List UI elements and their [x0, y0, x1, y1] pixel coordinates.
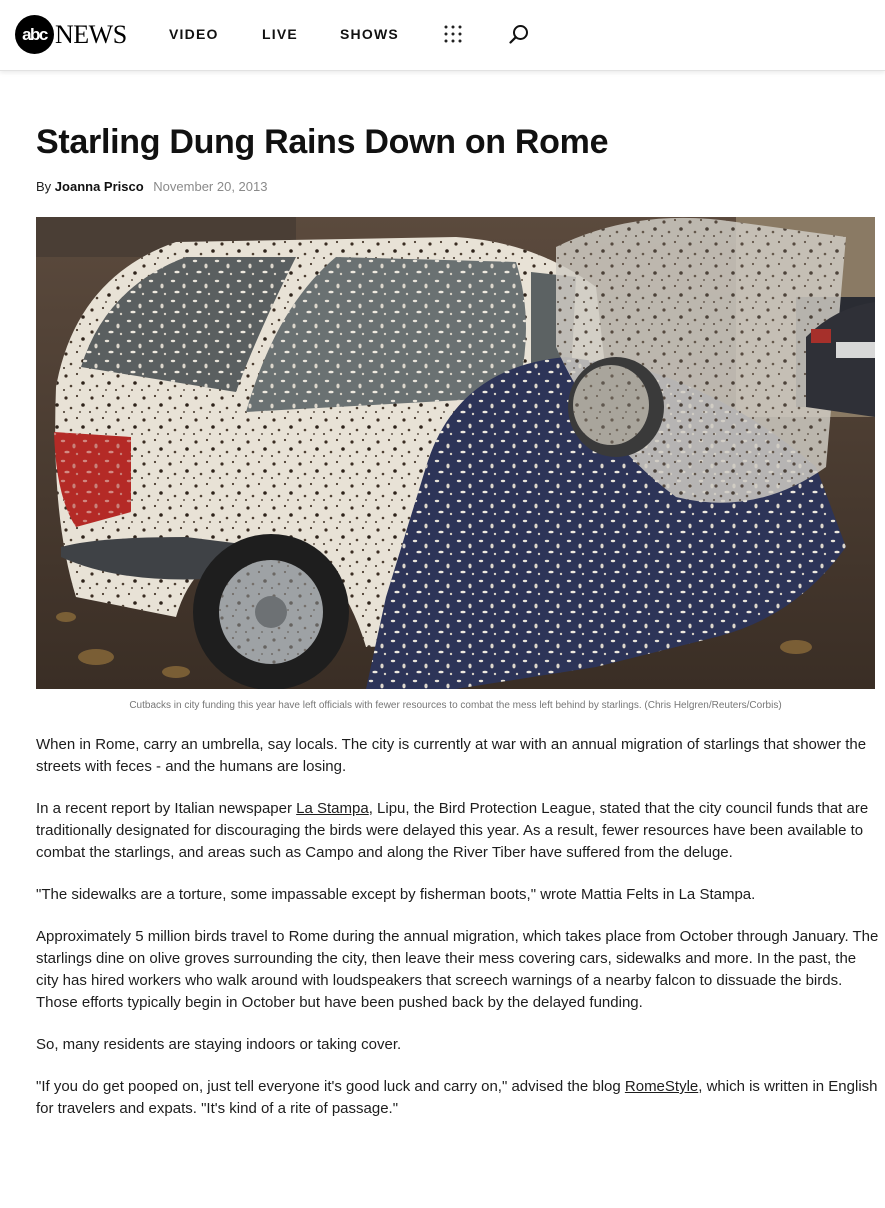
publish-date: November 20, 2013: [153, 179, 268, 194]
paragraph-1: When in Rome, carry an umbrella, say locals. The city is currently at war with an annual migration of starlings that shower the streets with feces - and the humans are losing.: [36, 736, 867, 775]
paragraph-6-lead: "If you do get pooped on, just tell everyone it's good luck and carry on," advised the blog: [36, 1078, 625, 1095]
nav-live[interactable]: LIVE: [262, 26, 298, 42]
paragraph-5: So, many residents are staying indoors or taking cover.: [36, 1036, 402, 1053]
paragraph-2-rest: , Lipu, the Bird Protection League, stated that the city council funds that are traditionally designated for discouraging the birds were delayed this year. As a result, fewer resources have been available to combat the starlings, and areas such as Campo and along the River Tiber have suffered from the deluge.: [36, 800, 869, 861]
paragraph-2: [36, 798, 879, 864]
hero-illustration: [36, 217, 875, 689]
la-stampa-link[interactable]: La Stampa: [296, 800, 369, 817]
search-icon[interactable]: [509, 24, 529, 44]
byline: [36, 179, 267, 194]
romestyle-link[interactable]: RomeStyle: [624, 1078, 699, 1095]
logo-mark: abc: [15, 15, 54, 54]
image-caption: Cutbacks in city funding this year have left officials with fewer resources to combat the mess left behind by starlings. (Chris Helgren/Reuters/Corbis): [129, 700, 782, 711]
logo-text: NEWS: [55, 19, 127, 49]
hero-image: [36, 217, 875, 689]
nav-video[interactable]: VIDEO: [169, 26, 219, 42]
paragraph-4: Approximately 5 million birds travel to Rome during the annual migration, which takes place from October through January. The starlings dine on olive groves surrounding the city, then leave their mess covering cars, sidewalks and more. In the past, the city has hired workers who walk around with loudspeakers that screech warnings of a nearby falcon to dissuade the birds. Those efforts typically begin in October but have been pushed back by the delayed funding.: [36, 928, 879, 1011]
paragraph-6: [36, 1076, 879, 1120]
paragraph-3: "The sidewalks are a torture, some impassable except by fisherman boots," wrote Mattia Felts in La Stampa.: [36, 886, 756, 903]
abc-news-logo[interactable]: [15, 15, 127, 54]
site-header: [0, 0, 885, 71]
grid-icon[interactable]: [444, 25, 462, 43]
nav-shows[interactable]: SHOWS: [340, 26, 399, 42]
article-headline: Starling Dung Rains Down on Rome: [36, 123, 609, 161]
paragraph-2-lead: In a recent report by Italian newspaper: [36, 800, 297, 817]
author-name[interactable]: Joanna Prisco: [54, 179, 144, 194]
paragraph-6-rest: , which is written in English for travelers and expats. "It's kind of a rite of passage.": [36, 1078, 878, 1117]
byline-prefix: By: [36, 179, 52, 194]
article-body: [36, 734, 879, 1140]
